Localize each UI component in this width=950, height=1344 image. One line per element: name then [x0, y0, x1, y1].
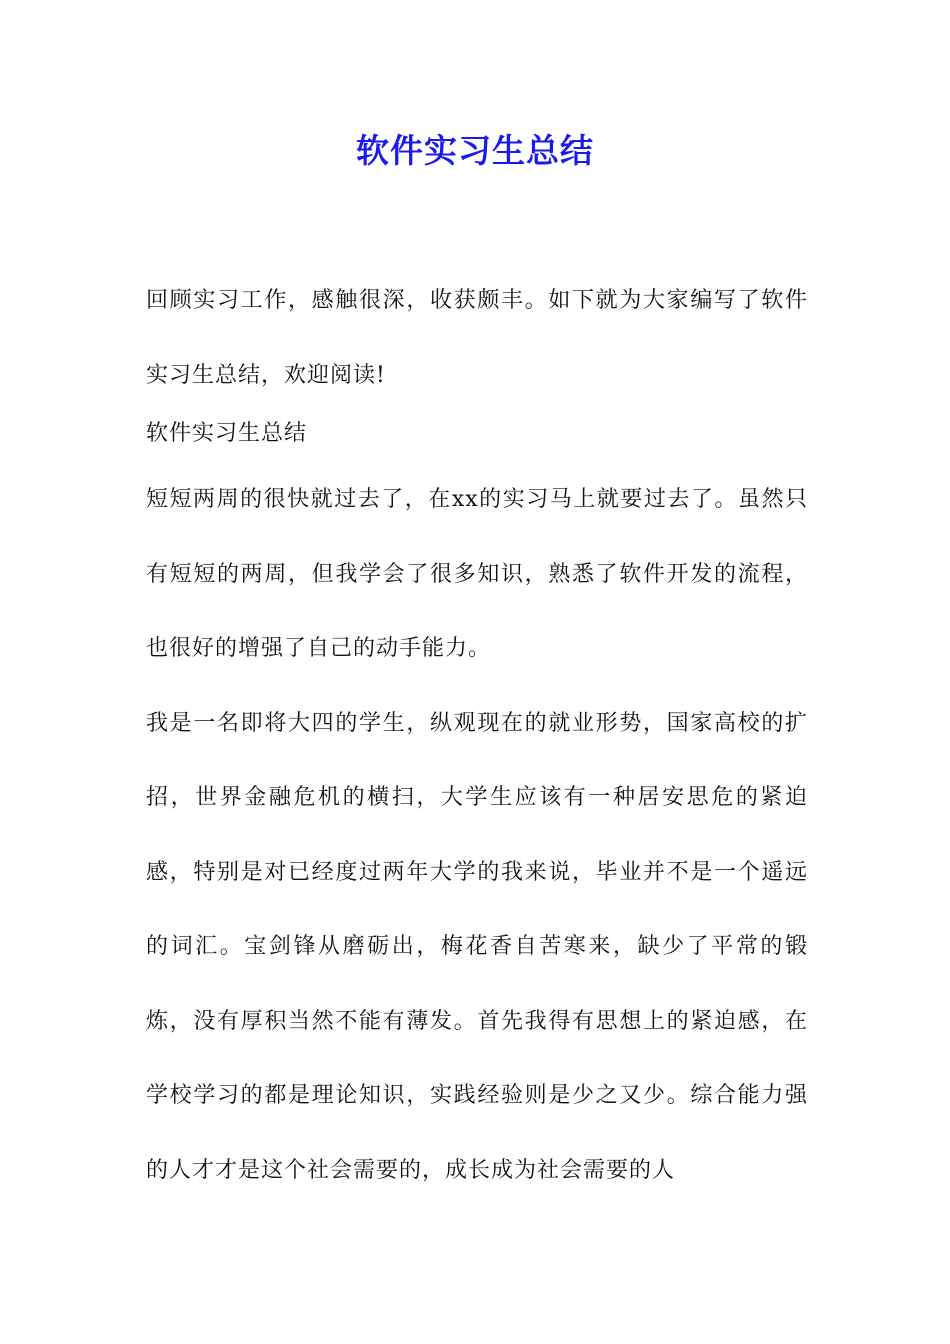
intro-paragraph: 回顾实习工作，感触很深，收获颇丰。如下就为大家编写了软件实习生总结，欢迎阅读! [146, 288, 808, 388]
body-paragraph: 短短两周的很快就过去了，在xx的实习马上就要过去了。虽然只有短短的两周，但我学会了很多知识，熟悉了软件开发的流程，也很好的增强了自己的动手能力。 [146, 487, 808, 661]
body-paragraph: 我是一名即将大四的学生，纵观现在的就业形势，国家高校的扩招，世界金融危机的横扫，大学生应该有一种居安思危的紧迫感，特别是对已经度过两年大学的我来说，毕业并不是一个遥远的词汇。宝剑锋从磨砺出，梅花香自苦寒来，缺少了平常的锻炼，没有厚积当然不能有薄发。首先我得有思想上的紧迫感，在学校学习的都是理论知识，实践经验则是少之又少。综合能力强的人才才是这个社会需要的，成长成为社会需要的人 [146, 710, 808, 1183]
document-body [146, 264, 808, 1208]
document-title: 软件实习生总结 [356, 131, 594, 170]
section-heading: 软件实习生总结 [146, 421, 308, 446]
